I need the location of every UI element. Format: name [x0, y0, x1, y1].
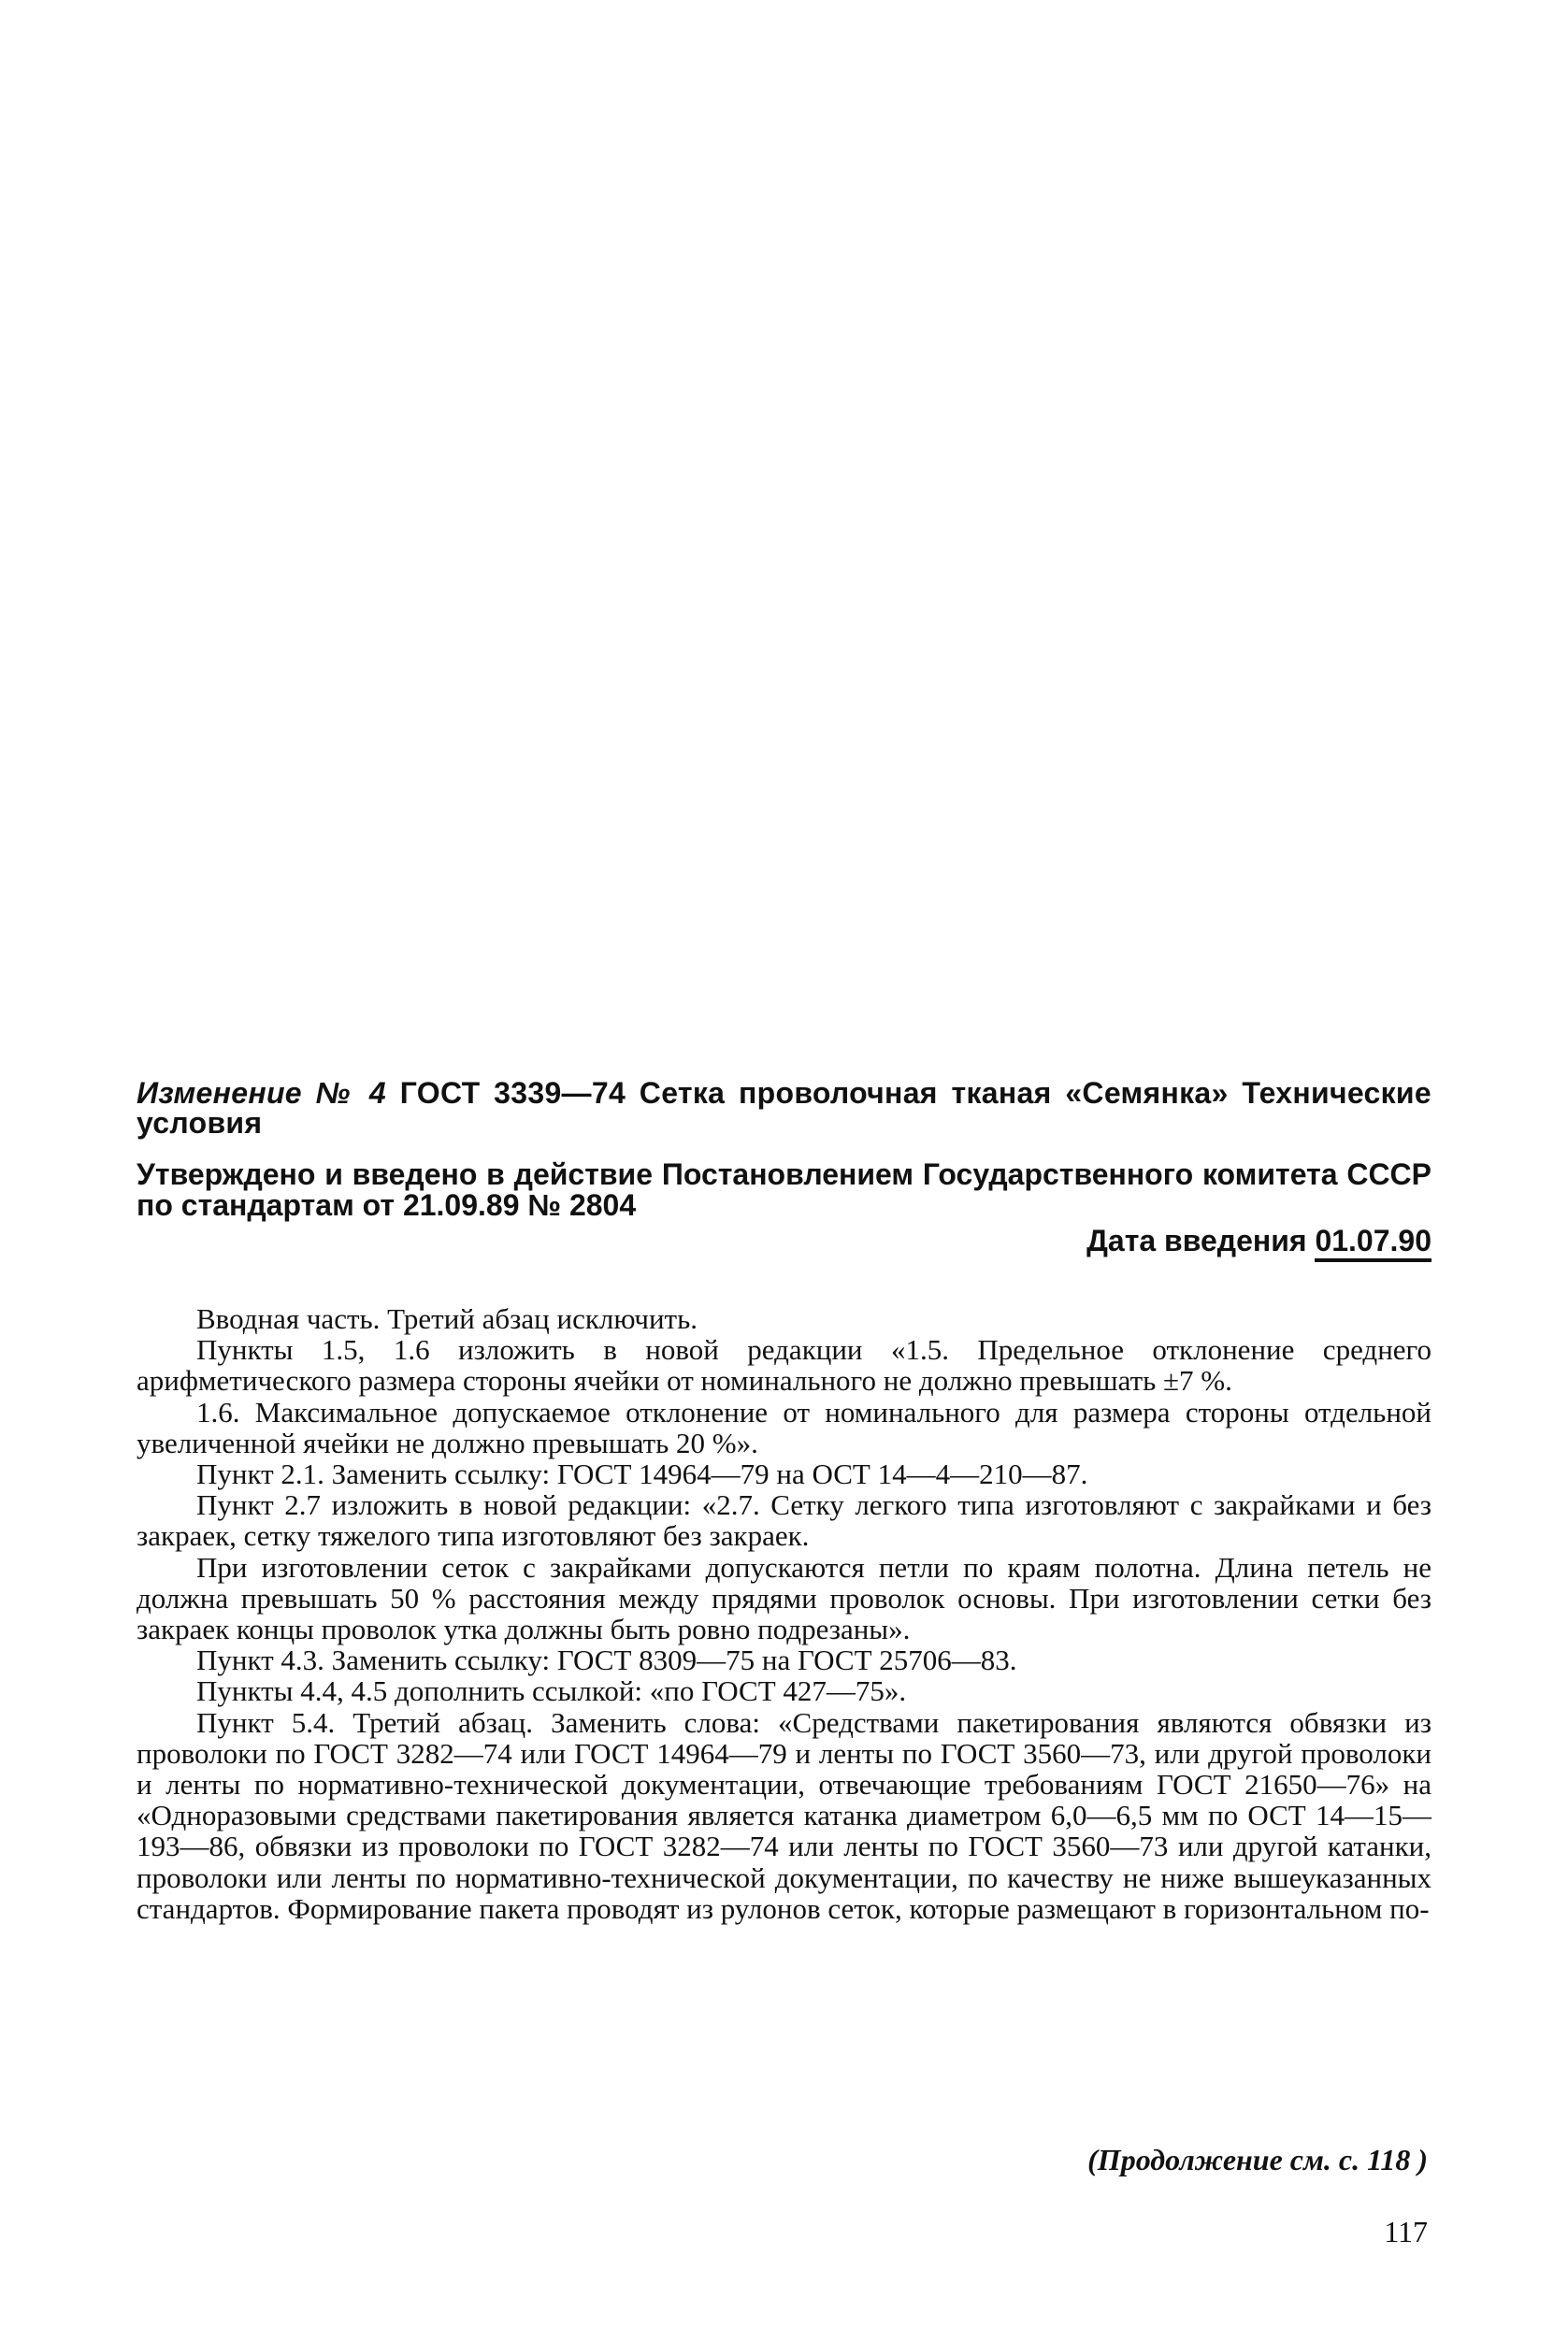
paragraph: Пункт 5.4. Третий абзац. Заменить слова: «Средствами пакетирования являются обвязки из проволоки по ГОСТ 3282—74 или ГОСТ 14964—79 и ленты по ГОСТ 3560—73, или другой проволоки и ленты по нормативно-технической документации, отвечающие требованиям ГОСТ 21650—76» на «Одноразовыми средствами пакетирования является катанка диаметром 6,0—6,5 мм по ОСТ 14—15—193—86, обвязки из проволоки по ГОСТ 3282—74 или ленты по ГОСТ 3560—73 или другой катанки, проволоки или ленты по нормативно-технической документации, по качеству не ниже вышеуказанных стандартов. Формирование пакета проводят из рулонов сеток, которые размещают в горизонтальном по- — [137, 1705, 1431, 1925]
page-number: 117 — [1384, 2215, 1428, 2248]
change-heading — [137, 1078, 1431, 1138]
continuation-note: (Продолжение см. с. 118 ) — [1087, 2143, 1428, 2176]
approval-statement: Утверждено и введено в действие Постановлением Государственного комитета СССР по стандартам от 21.09.89 № 2804 — [137, 1157, 1431, 1222]
change-number: Изменение № 4 — [137, 1076, 400, 1110]
introduction-date — [1086, 1225, 1431, 1262]
paragraph: 1.6. Максимальное допускаемое отклонение от номинального для размера стороны отдельной увеличенной ячейки не должно превышать 20 %». — [137, 1395, 1431, 1459]
paragraph: Пункты 1.5, 1.6 изложить в новой редакции «1.5. Предельное отклонение среднего арифметического размера стороны ячейки от номинального не должно превышать ±7 %. — [137, 1333, 1431, 1398]
paragraph: Пункт 2.7 изложить в новой редакции: «2.7. Сетку легкого типа изготовляют с закрайками и без закраек, сетку тяжелого типа изготовляют без закраек. — [137, 1488, 1431, 1553]
introduction-date-label: Дата введения — [1086, 1224, 1316, 1257]
amendment-body — [137, 1303, 1431, 1924]
paragraph: Вводная часть. Третий абзац исключить. — [196, 1302, 698, 1335]
paragraph: Пункт 4.3. Заменить ссылку: ГОСТ 8309—75 на ГОСТ 25706—83. — [196, 1644, 1017, 1677]
introduction-date-value: 01.07.90 — [1315, 1225, 1431, 1262]
paragraph: Пункты 4.4, 4.5 дополнить ссылкой: «по ГОСТ 427—75». — [196, 1674, 907, 1708]
paragraph: Пункт 2.1. Заменить ссылку: ГОСТ 14964—79 на ОСТ 14—4—210—87. — [196, 1458, 1088, 1491]
standard-title: ГОСТ 3339—74 Сетка проволочная тканая «Семянка» Технические условия — [137, 1076, 1431, 1140]
paragraph: При изготовлении сеток с закрайками допускаются петли по краям полотна. Длина петель не должна превышать 50 % расстояния между прядями проволок основы. При изготовлении сетки без закраек концы проволок утка должны быть ровно подрезаны». — [137, 1550, 1431, 1646]
